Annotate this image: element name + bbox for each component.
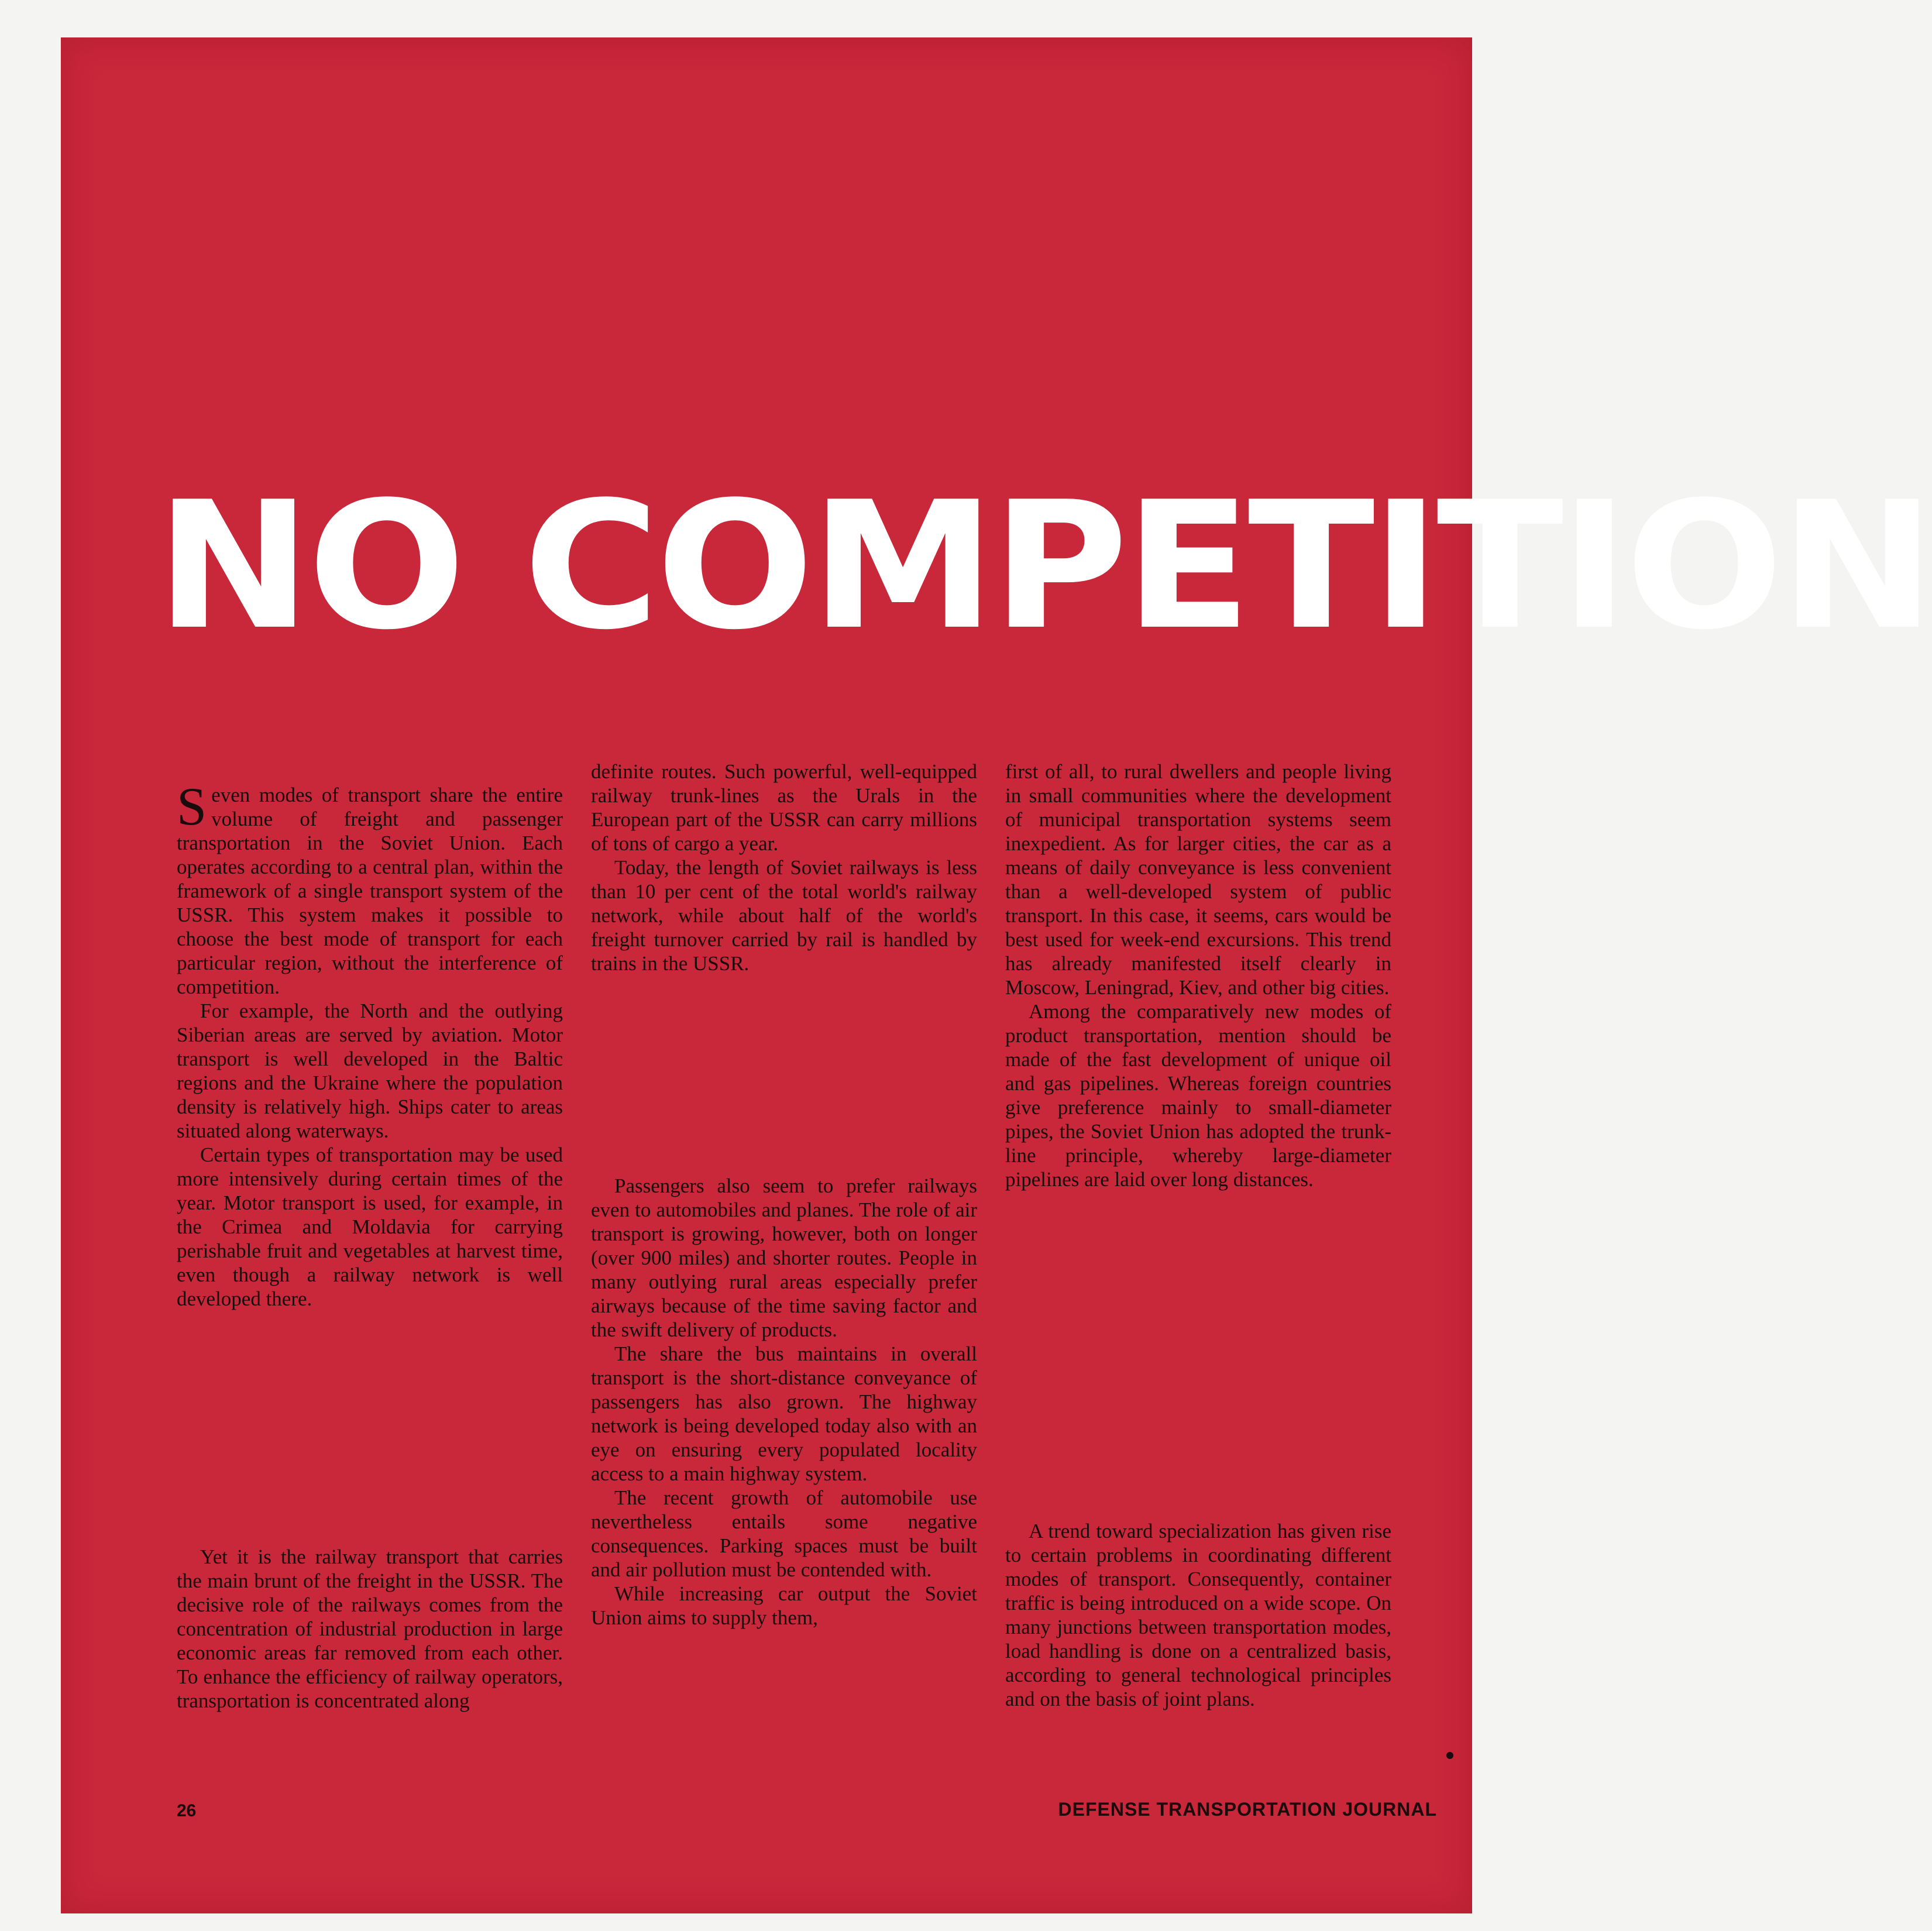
paragraph: definite routes. Such powerful, well-equipped railway trunk-lines as the Urals in the European part of the USSR can carry millions of tons of cargo a year. xyxy=(591,760,977,855)
column-2-bottom xyxy=(591,1174,977,1630)
paragraph xyxy=(177,776,563,999)
page-number: 26 xyxy=(177,1801,197,1820)
paragraph: Certain types of transportation may be used more intensively during certain times of the year. Motor transport is used, for example, in the Crimea and Moldavia for carrying perishable fruit and vegetables at harvest time, even though a railway network is well developed there. xyxy=(177,1143,563,1310)
column-3-top xyxy=(1005,760,1391,1191)
paragraph: Among the comparatively new modes of product transportation, mention should be made of the fast development of unique oil and gas pipelines. Whereas foreign countries give preference mainly to small-diameter pipes, the Soviet Union has adopted the trunk-line principle, whereby large-diameter pipelines are laid over long distances. xyxy=(1005,1000,1391,1191)
paragraph: Passengers also seem to prefer railways even to automobiles and planes. The role of air transport is growing, however, both on longer (over 900 miles) and shorter routes. People in many outlying rural areas especially prefer airways because of the time saving factor and the swift delivery of products. xyxy=(591,1174,977,1341)
column-1-bottom xyxy=(177,1545,563,1713)
column-2-top xyxy=(591,760,977,975)
paragraph: The share the bus maintains in overall transport is the short-distance conveyance of passengers has also grown. The highway network is being developed today also with an eye on ensuring every populated locality access to a main highway system. xyxy=(591,1342,977,1485)
paragraph: For example, the North and the outlying Siberian areas are served by aviation. Motor transport is well developed in the Baltic regions and the Ukraine where the population density is relatively high. Ships cater to areas situated along waterways. xyxy=(177,999,563,1142)
end-mark-icon xyxy=(1446,1752,1453,1759)
headline: NO COMPETITION xyxy=(156,464,1932,668)
journal-name: DEFENSE TRANSPORTATION JOURNAL xyxy=(1058,1799,1437,1820)
paragraph: Today, the length of Soviet railways is less than 10 per cent of the total world's railway network, while about half of the world's freight turnover carried by rail is handled by trains in the USSR. xyxy=(591,856,977,975)
paragraph: Yet it is the railway transport that carries the main brunt of the freight in the USSR. The decisive role of the railways comes from the concentration of industrial production in large economic areas far removed from each other. To enhance the efficiency of railway operators, transportation is concentrated along xyxy=(177,1545,563,1712)
paragraph: While increasing car output the Soviet Union aims to supply them, xyxy=(591,1582,977,1629)
drop-cap: S xyxy=(177,776,207,836)
paragraph: The recent growth of automobile use nevertheless entails some negative consequences. Parking spaces must be built and air pollution must be contended with. xyxy=(591,1486,977,1581)
paragraph-text: even modes of transport share the entire volume of freight and passenger transportation in the Soviet Union. Each operates according to a central plan, within the framework of a single transport system of the USSR. This system makes it possible to choose the best mode of transport for each particular region, without the interference of competition. xyxy=(177,784,563,998)
column-1-top xyxy=(177,776,563,1311)
paragraph: A trend toward specialization has given rise to certain problems in coordinating different modes of transport. Consequently, container traffic is being introduced on a wide scope. On many junctions between transportation modes, load handling is done on a centralized basis, according to general technological principles and on the basis of joint plans. xyxy=(1005,1520,1391,1710)
paragraph: first of all, to rural dwellers and people living in small communities where the development of municipal transportation systems seem inexpedient. As for larger cities, the car as a means of daily conveyance is less convenient than a well-developed system of public transport. In this case, it seems, cars would be best used for week-end excursions. This trend has already manifested itself clearly in Moscow, Leningrad, Kiev, and other big cities. xyxy=(1005,760,1391,999)
column-3-bottom xyxy=(1005,1519,1391,1711)
